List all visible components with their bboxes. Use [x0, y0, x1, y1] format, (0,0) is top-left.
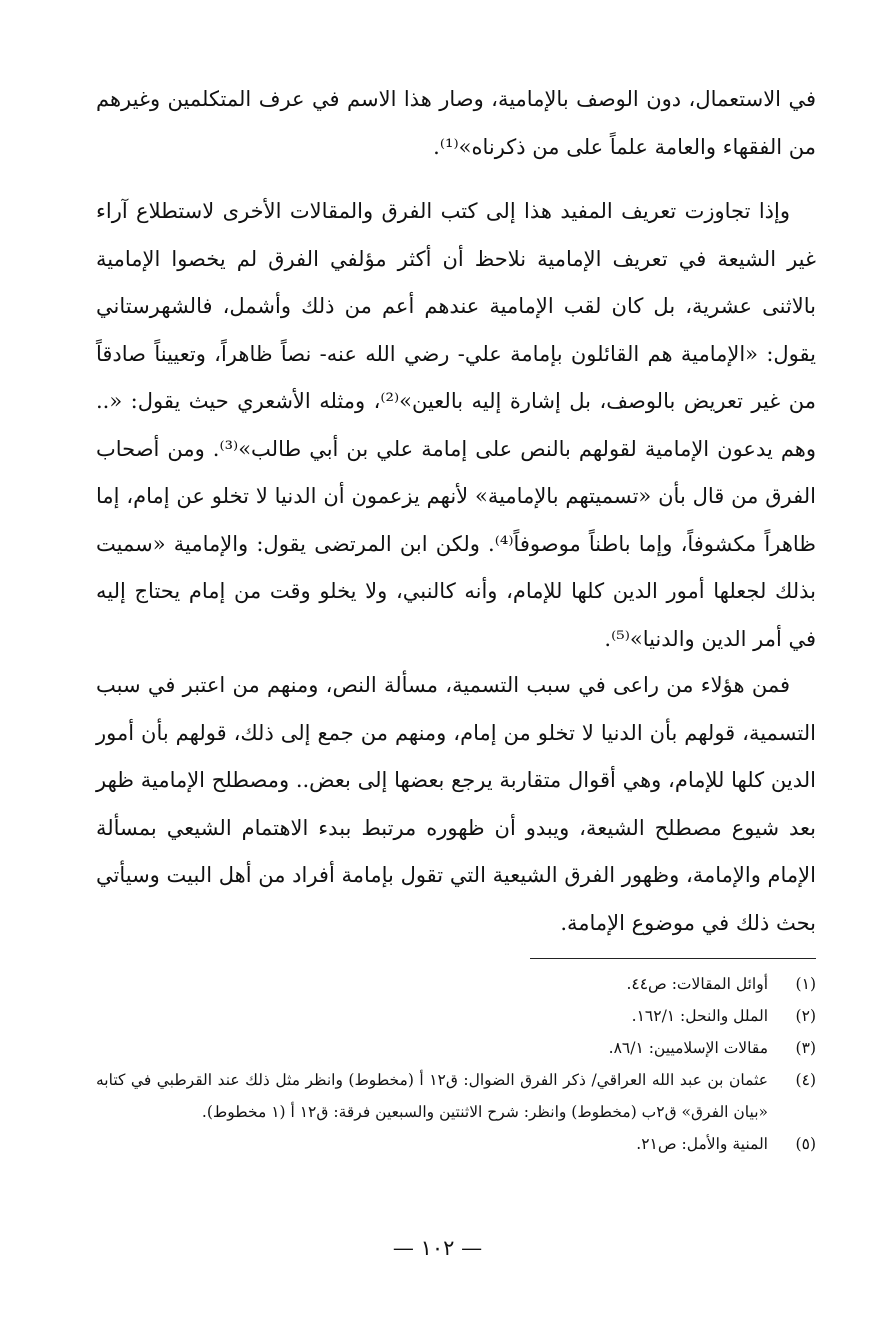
footnote-number: (٣) — [795, 1039, 816, 1057]
paragraph-block-3 — [96, 662, 816, 947]
footnote-number: (٢) — [795, 1007, 816, 1025]
footnote-number: (١) — [795, 975, 816, 993]
paragraph-1: في الاستعمال، دون الوصف بالإمامية، وصار هذا الاسم في عرف المتكلمين وغيرهم من الفقهاء والعامة علماً على من ذكرناه»⁽¹⁾. — [96, 87, 816, 159]
footnote-4 — [96, 1064, 816, 1128]
paragraph-block-2 — [96, 188, 816, 663]
paragraph-2: وإذا تجاوزت تعريف المفيد هذا إلى كتب الفرق والمقالات الأخرى لاستطلاع آراء غير الشيعة في تعريف الإمامية نلاحظ أن أكثر مؤلفي الفرق لم يخصوا الإمامية بالاثنى عشرية، بل كان لقب الإمامية عندهم أعم من ذلك وأشمل، فالشهرستاني يقول: «الإمامية هم القائلون بإمامة علي- رضي الله عنه- نصاً ظاهراً، وتعييناً صادقاً من غير تعريض بالوصف، بل إشارة إليه بالعين»⁽²⁾، ومثله الأشعري حيث يقول: «.. وهم يدعون الإمامية لقولهم بالنص على إمامة علي بن أبي طالب»⁽³⁾. ومن أصحاب الفرق من قال بأن «تسميتهم بالإمامية» لأنهم يزعمون أن الدنيا لا تخلو عن إمام، إما ظاهراً مكشوفاً، وإما باطناً موصوفاً⁽⁴⁾. ولكن ابن المرتضى يقول: والإمامية «سميت بذلك لجعلها أمور الدين كلها للإمام، وأنه كالنبي، ولا يخلو وقت من إمام يحتاج إليه في أمر الدين والدنيا»⁽⁵⁾. — [96, 199, 817, 651]
page-number: — ١٠٢ — — [392, 1236, 483, 1260]
paragraph-continuation — [96, 76, 816, 171]
paragraph-3: فمن هؤلاء من راعى في سبب التسمية، مسألة النص، ومنهم من اعتبر في سبب التسمية، قولهم بأن الدنيا لا تخلو من إمام، ومنهم من جمع إلى ذلك، قولهم بأن أمور الدين كلها للإمام، وهي أقوال متقاربة يرجع بعضها إلى بعض.. ومصطلح الإمامية ظهر بعد شيوع مصطلح الشيعة، ويبدو أن ظهوره مرتبط ببدء الاهتمام الشيعي بمسألة الإمام والإمامة، وظهور الفرق الشيعية التي تقول بإمامة أفراد من أهل البيت وسيأتي بحث ذلك في موضوع الإمامة. — [96, 673, 816, 935]
footnote-text: الملل والنحل: ١٦٢/١. — [631, 1007, 768, 1025]
footnote-number: (٤) — [795, 1071, 816, 1089]
footnote-divider — [530, 958, 816, 959]
footnotes — [96, 968, 816, 1160]
footnote-number: (٥) — [795, 1135, 816, 1153]
footnote-2 — [96, 1000, 816, 1032]
footnote-5 — [96, 1128, 816, 1160]
footnote-text: عثمان بن عبد الله العراقي/ ذكر الفرق الضوال: ق١٢ أ (مخطوط) وانظر مثل ذلك عند القرطبي في كتابه «بيان الفرق» ق٢ب (مخطوط) وانظر: شرح الاثنتين والسبعين فرقة: ق١٢ أ (١ مخطوط). — [96, 1071, 768, 1121]
footnote-text: المنية والأمل: ص٢١. — [636, 1135, 768, 1153]
footnote-text: أوائل المقالات: ص٤٤. — [626, 975, 768, 993]
footnote-1 — [96, 968, 816, 1000]
footnote-text: مقالات الإسلاميين: ٨٦/١. — [608, 1039, 768, 1057]
footnote-3 — [96, 1032, 816, 1064]
